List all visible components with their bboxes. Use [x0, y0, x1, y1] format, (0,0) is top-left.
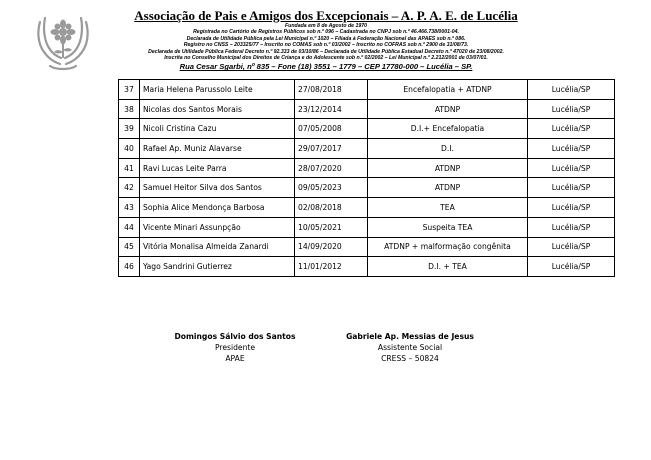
signatory-role: Presidente — [214, 343, 256, 352]
student-name: Yago Sandrini Gutierrez — [140, 257, 295, 277]
registry-line: Registrada no Cartório de Registros Públicos sob n.º 096 – Cadastrada no CNPJ sob n.º 46.466.738/0001-04. — [193, 29, 459, 36]
students-table — [118, 79, 615, 277]
row-number: 44 — [119, 217, 140, 237]
diagnosis: TEA — [368, 198, 528, 218]
diagnosis: ATDNP — [368, 158, 528, 178]
student-name: Samuel Heitor Silva dos Santos — [140, 178, 295, 198]
city: Lucélia/SP — [528, 257, 615, 277]
row-number: 43 — [119, 198, 140, 218]
diagnosis: ATDNP — [368, 99, 528, 119]
birth-date: 28/07/2020 — [295, 158, 368, 178]
signatory-role: Assistente Social — [377, 343, 443, 352]
student-name: Ravi Lucas Leite Parra — [140, 158, 295, 178]
apae-logo — [30, 8, 96, 74]
table-row — [119, 237, 615, 257]
student-name: Sophia Alice Mendonça Barbosa — [140, 198, 295, 218]
student-name: Rafael Ap. Muniz Alavarse — [140, 139, 295, 159]
row-number: 37 — [119, 80, 140, 100]
birth-date: 23/12/2014 — [295, 99, 368, 119]
table-row — [119, 80, 615, 100]
signatory-organization: CRESS – 50824 — [381, 354, 439, 363]
diagnosis: D.I. — [368, 139, 528, 159]
birth-date: 14/09/2020 — [295, 237, 368, 257]
birth-date: 09/05/2023 — [295, 178, 368, 198]
diagnosis: Suspeita TEA — [368, 217, 528, 237]
table-row — [119, 217, 615, 237]
city: Lucélia/SP — [528, 237, 615, 257]
row-number: 38 — [119, 99, 140, 119]
table-row — [119, 198, 615, 218]
diagnosis: D.I.+ Encefalopatia — [368, 119, 528, 139]
birth-date: 10/05/2021 — [295, 217, 368, 237]
row-number: 46 — [119, 257, 140, 277]
city: Lucélia/SP — [528, 198, 615, 218]
row-number: 39 — [119, 119, 140, 139]
diagnosis: Encefalopatia + ATDNP — [368, 80, 528, 100]
signatory-name: Gabriele Ap. Messias de Jesus — [346, 332, 474, 341]
diagnosis: ATDNP — [368, 178, 528, 198]
table-row — [119, 158, 615, 178]
city: Lucélia/SP — [528, 119, 615, 139]
foundation-line: Fundada em 8 de Agosto de 1970 — [285, 23, 367, 29]
city: Lucélia/SP — [528, 217, 615, 237]
city: Lucélia/SP — [528, 99, 615, 119]
city: Lucélia/SP — [528, 178, 615, 198]
table-row — [119, 99, 615, 119]
signatory-name: Domingos Sálvio dos Santos — [174, 332, 296, 341]
council-line: Inscrita no Conselho Municipal dos Direitos de Criança e do Adolescente sob n.º 02/2002 – Lei Municipal n.º 2.212/2001 de 03/07/01. — [164, 55, 488, 62]
public-utility-line: Declarada de Utilidade Pública pela Lei Municipal n.º 1020 – Filiada à Federação Nacional das APAES sob n.º 086. — [186, 35, 466, 42]
row-number: 40 — [119, 139, 140, 159]
table-row — [119, 178, 615, 198]
diagnosis: ATDNP + malformação congênita — [368, 237, 528, 257]
organization-title: Associação de Pais e Amigos dos Excepcionais – A. P. A. E. de Lucélia — [134, 8, 518, 23]
city: Lucélia/SP — [528, 158, 615, 178]
city: Lucélia/SP — [528, 80, 615, 100]
birth-date: 02/08/2018 — [295, 198, 368, 218]
birth-date: 11/01/2012 — [295, 257, 368, 277]
birth-date: 07/05/2008 — [295, 119, 368, 139]
student-name: Nicoli Cristina Cazu — [140, 119, 295, 139]
signature-social-worker — [325, 331, 495, 364]
cnss-line: Registro no CNSS – 203325/77 – Inscrito no COMAS sob n.º 03/2002 – Inscrito no COFRAS sob n.º 2900 de 31/08/73. — [183, 42, 469, 49]
letterhead — [120, 9, 532, 71]
student-name: Vitória Monalisa Almeida Zanardi — [140, 237, 295, 257]
row-number: 45 — [119, 237, 140, 257]
table-row — [119, 257, 615, 277]
table-row — [119, 119, 615, 139]
diagnosis: D.I. + TEA — [368, 257, 528, 277]
city: Lucélia/SP — [528, 139, 615, 159]
table-row — [119, 139, 615, 159]
signatory-organization: APAE — [225, 354, 245, 363]
student-name: Nicolas dos Santos Morais — [140, 99, 295, 119]
birth-date: 29/07/2017 — [295, 139, 368, 159]
student-name: Maria Helena Parussolo Leite — [140, 80, 295, 100]
row-number: 41 — [119, 158, 140, 178]
federal-utility-line: Declarada de Utilidade Pública Federal Decreto n.º 92.333 de 03/10/86 – Declarada de Utilidade Pública Estadual Decreto n.º 47020 de 23/08/2002. — [148, 48, 504, 55]
row-number: 42 — [119, 178, 140, 198]
signature-president — [150, 331, 320, 364]
birth-date: 27/08/2018 — [295, 80, 368, 100]
student-name: Vicente Minari Assunpção — [140, 217, 295, 237]
address-line: Rua Cesar Sgarbi, nº 835 – Fone (18) 3551 – 1779 – CEP 17780-000 – Lucélia – SP. — [179, 62, 473, 72]
